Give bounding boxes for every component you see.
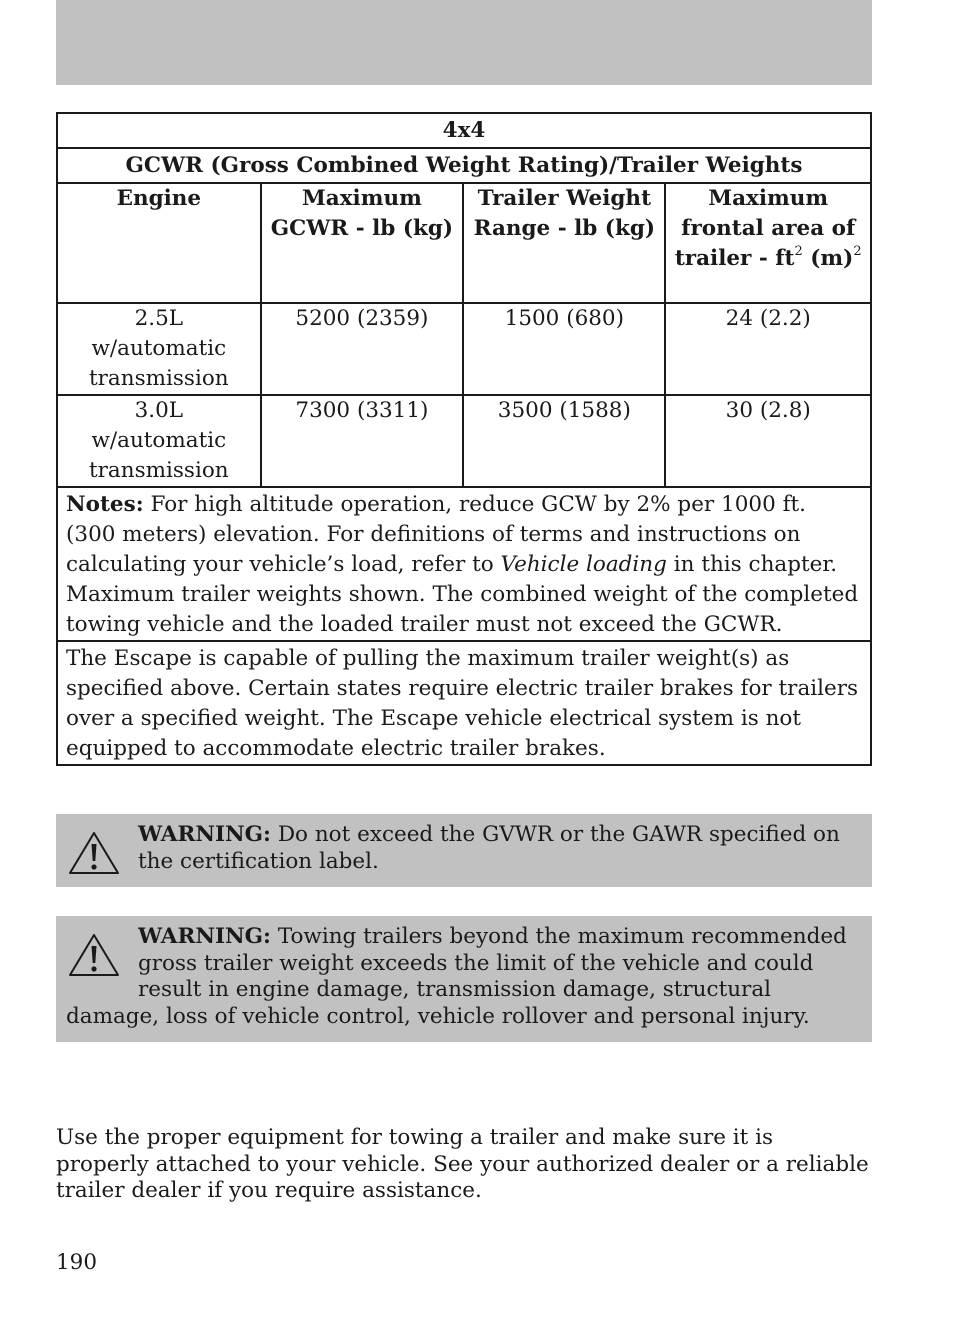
warning-label: WARNING: bbox=[138, 822, 271, 847]
table-row bbox=[57, 303, 871, 395]
cell-area: 30 (2.8) bbox=[665, 395, 871, 487]
page-number: 190 bbox=[56, 1250, 98, 1275]
header-engine: Engine bbox=[57, 183, 261, 303]
table-header-row bbox=[57, 183, 871, 303]
cell-range: 3500 (1588) bbox=[463, 395, 665, 487]
warning-box bbox=[56, 814, 872, 887]
header-area-sup2: 2 bbox=[853, 244, 862, 259]
capability-row bbox=[57, 641, 871, 765]
cell-gcwr: 7300 (3311) bbox=[261, 395, 464, 487]
vehicle-loading-reference: Vehicle loading bbox=[500, 552, 667, 577]
header-area bbox=[665, 183, 871, 303]
warning-box bbox=[56, 916, 872, 1042]
warning-text: Towing trailers beyond the maximum recommended gross trailer weight exceeds the limit of the vehicle and could result in engine damage, transmission damage, structural damage, loss of vehicle control, vehicle rollover and personal injury. bbox=[66, 924, 847, 1029]
table-subtitle-row bbox=[57, 148, 871, 183]
cell-area: 24 (2.2) bbox=[665, 303, 871, 395]
warning-triangle-icon bbox=[68, 932, 120, 978]
notes-text-1: For high altitude operation, reduce GCW by 2% per 1000 ft. (300 meters) elevation. For definitions of terms and instructions on calculating your vehicle’s load, refer to bbox=[66, 492, 807, 577]
warning-triangle-icon bbox=[68, 830, 120, 876]
gcwr-table bbox=[56, 112, 872, 766]
capability-note: The Escape is capable of pulling the maximum trailer weight(s) as specified above. Certain states require electric trailer brakes for trailers over a specified weight. The Escape vehicle electrical system is not equipped to accommodate electric trailer brakes. bbox=[57, 641, 871, 765]
table-title-row bbox=[57, 113, 871, 148]
header-range: Trailer Weight Range - lb (kg) bbox=[463, 183, 665, 303]
table-title: 4x4 bbox=[57, 113, 871, 148]
cell-gcwr: 5200 (2359) bbox=[261, 303, 464, 395]
notes-label: Notes: bbox=[66, 492, 144, 517]
warning-label: WARNING: bbox=[138, 924, 271, 949]
cell-engine: 3.0L w/automatic transmission bbox=[57, 395, 261, 487]
warning-text: Do not exceed the GVWR or the GAWR specified on the certification label. bbox=[138, 822, 840, 874]
table-row bbox=[57, 395, 871, 487]
header-area-sup1: 2 bbox=[794, 244, 803, 259]
cell-engine: 2.5L w/automatic transmission bbox=[57, 303, 261, 395]
header-area-text: Maximum frontal area of trailer - ft bbox=[674, 186, 856, 271]
notes-text-2: in this chapter. Maximum trailer weights shown. The combined weight of the completed towing vehicle and the loaded trailer must not exceed the GCWR. bbox=[66, 552, 859, 637]
cell-range: 1500 (680) bbox=[463, 303, 665, 395]
notes-cell bbox=[57, 487, 871, 641]
notes-row bbox=[57, 487, 871, 641]
header-gcwr: Maximum GCWR - lb (kg) bbox=[261, 183, 464, 303]
body-paragraph: Use the proper equipment for towing a trailer and make sure it is properly attached to your vehicle. See your authorized dealer or a reliable trailer dealer if you require assistance. bbox=[56, 1125, 869, 1203]
table-subtitle: GCWR (Gross Combined Weight Rating)/Trailer Weights bbox=[57, 148, 871, 183]
header-band bbox=[56, 0, 872, 85]
header-area-unit: (m) bbox=[810, 246, 854, 271]
